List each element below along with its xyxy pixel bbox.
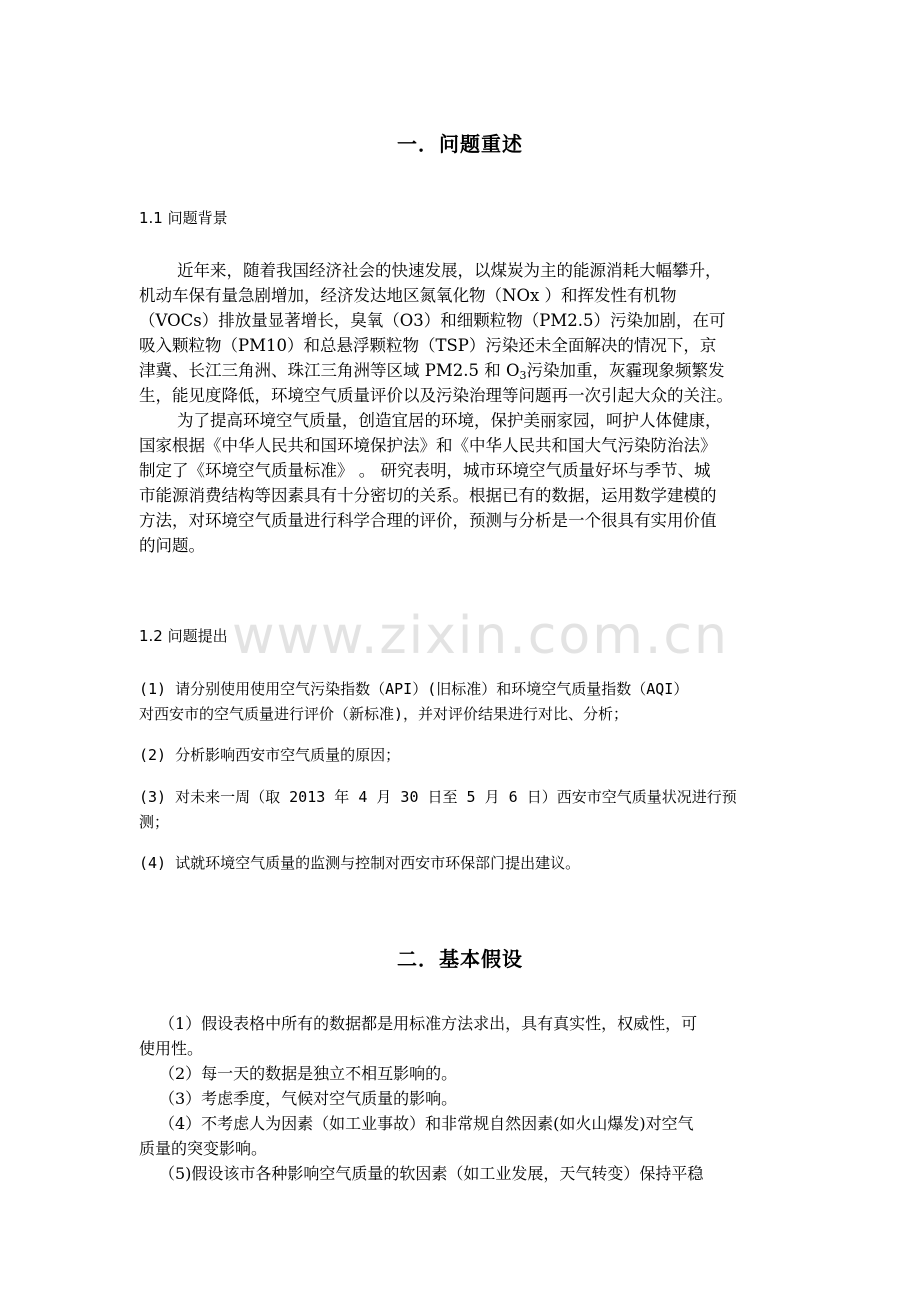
text-line: 制定了《环境空气质量标准》 。 研究表明，城市环境空气质量好坏与季节、城 — [139, 461, 711, 480]
text-line: 机动车保有量急剧增加，经济发达地区氮氧化物（NOx ）和挥发性有机物 — [139, 286, 677, 305]
text-run: 津冀、长江三角洲、珠江三角洲等区域 PM2.5 和 O — [139, 361, 520, 380]
question-item-1 — [139, 677, 789, 727]
subsection-heading-problem-statement: 1.2 问题提出 — [139, 627, 228, 645]
text-line: （VOCs）排放量显著增长，臭氧（O3）和细颗粒物（PM2.5）污染加剧，在可 — [139, 311, 726, 330]
text-line: (3) 对未来一周（取 2013 年 4 月 30 日至 5 月 6 日）西安市空气质量状况进行预 — [139, 788, 737, 806]
text-line: 方法，对环境空气质量进行科学合理的评价，预测与分析是一个很具有实用价值 — [139, 511, 717, 530]
text-line: (4) 试就环境空气质量的监测与控制对西安市环保部门提出建议。 — [139, 854, 581, 872]
assumption-line: （2）每一天的数据是独立不相互影响的。 — [159, 1064, 458, 1083]
subscript: 3 — [519, 369, 527, 382]
text-line: (2) 分析影响西安市空气质量的原因； — [139, 746, 401, 764]
text-line: 测； — [139, 813, 170, 831]
paragraph-background-1 — [139, 258, 784, 408]
assumption-line: （4）不考虑人为因素（如工业事故）和非常规自然因素(如火山爆发)对空气 — [159, 1114, 694, 1133]
paragraph-background-2 — [139, 408, 784, 558]
question-item-4 — [139, 851, 789, 876]
text-line: 市能源消费结构等因素具有十分密切的关系。根据已有的数据，运用数学建模的 — [139, 486, 717, 505]
text-line: 对西安市的空气质量进行评价（新标准)，并对评价结果进行对比、分析； — [139, 705, 629, 723]
assumptions-list — [139, 1011, 789, 1186]
assumption-line: 使用性。 — [139, 1039, 204, 1058]
text-line: (1) 请分别使用使用空气污染指数（API）(旧标准）和环境空气质量指数（AQI） — [139, 680, 689, 698]
question-item-3 — [139, 785, 789, 835]
text-line: 国家根据《中华人民共和国环境保护法》和《中华人民共和国大气污染防治法》 — [139, 436, 717, 455]
text-line: 生，能见度降低，环境空气质量评价以及污染治理等问题再一次引起大众的关注。 — [139, 386, 733, 405]
assumption-line: 质量的突变影响。 — [139, 1139, 268, 1158]
subsection-heading-background: 1.1 问题背景 — [139, 209, 228, 227]
assumption-line: （1）假设表格中所有的数据都是用标准方法求出，具有真实性，权威性，可 — [159, 1014, 698, 1033]
watermark: www.zixin.com.cn — [232, 606, 729, 666]
section-title-problem-restatement: 一．问题重述 — [397, 132, 523, 156]
section-title-basic-assumptions: 二．基本假设 — [397, 947, 523, 971]
text-line: 近年来，随着我国经济社会的快速发展，以煤炭为主的能源消耗大幅攀升， — [177, 261, 722, 280]
assumption-line: （3）考虑季度，气候对空气质量的影响。 — [159, 1089, 458, 1108]
text-line — [139, 358, 784, 383]
question-item-2 — [139, 743, 789, 768]
text-run: 污染加重，灰霾现象频繁发 — [526, 361, 725, 380]
text-line: 的问题。 — [139, 536, 205, 555]
text-line: 为了提高环境空气质量，创造宜居的环境，保护美丽家园，呵护人体健康， — [177, 411, 722, 430]
text-line: 吸入颗粒物（PM10）和总悬浮颗粒物（TSP）污染还未全面解决的情况下，京 — [139, 336, 717, 355]
assumption-line: （5)假设该市各种影响空气质量的软因素（如工业发展，天气转变）保持平稳 — [159, 1164, 704, 1183]
